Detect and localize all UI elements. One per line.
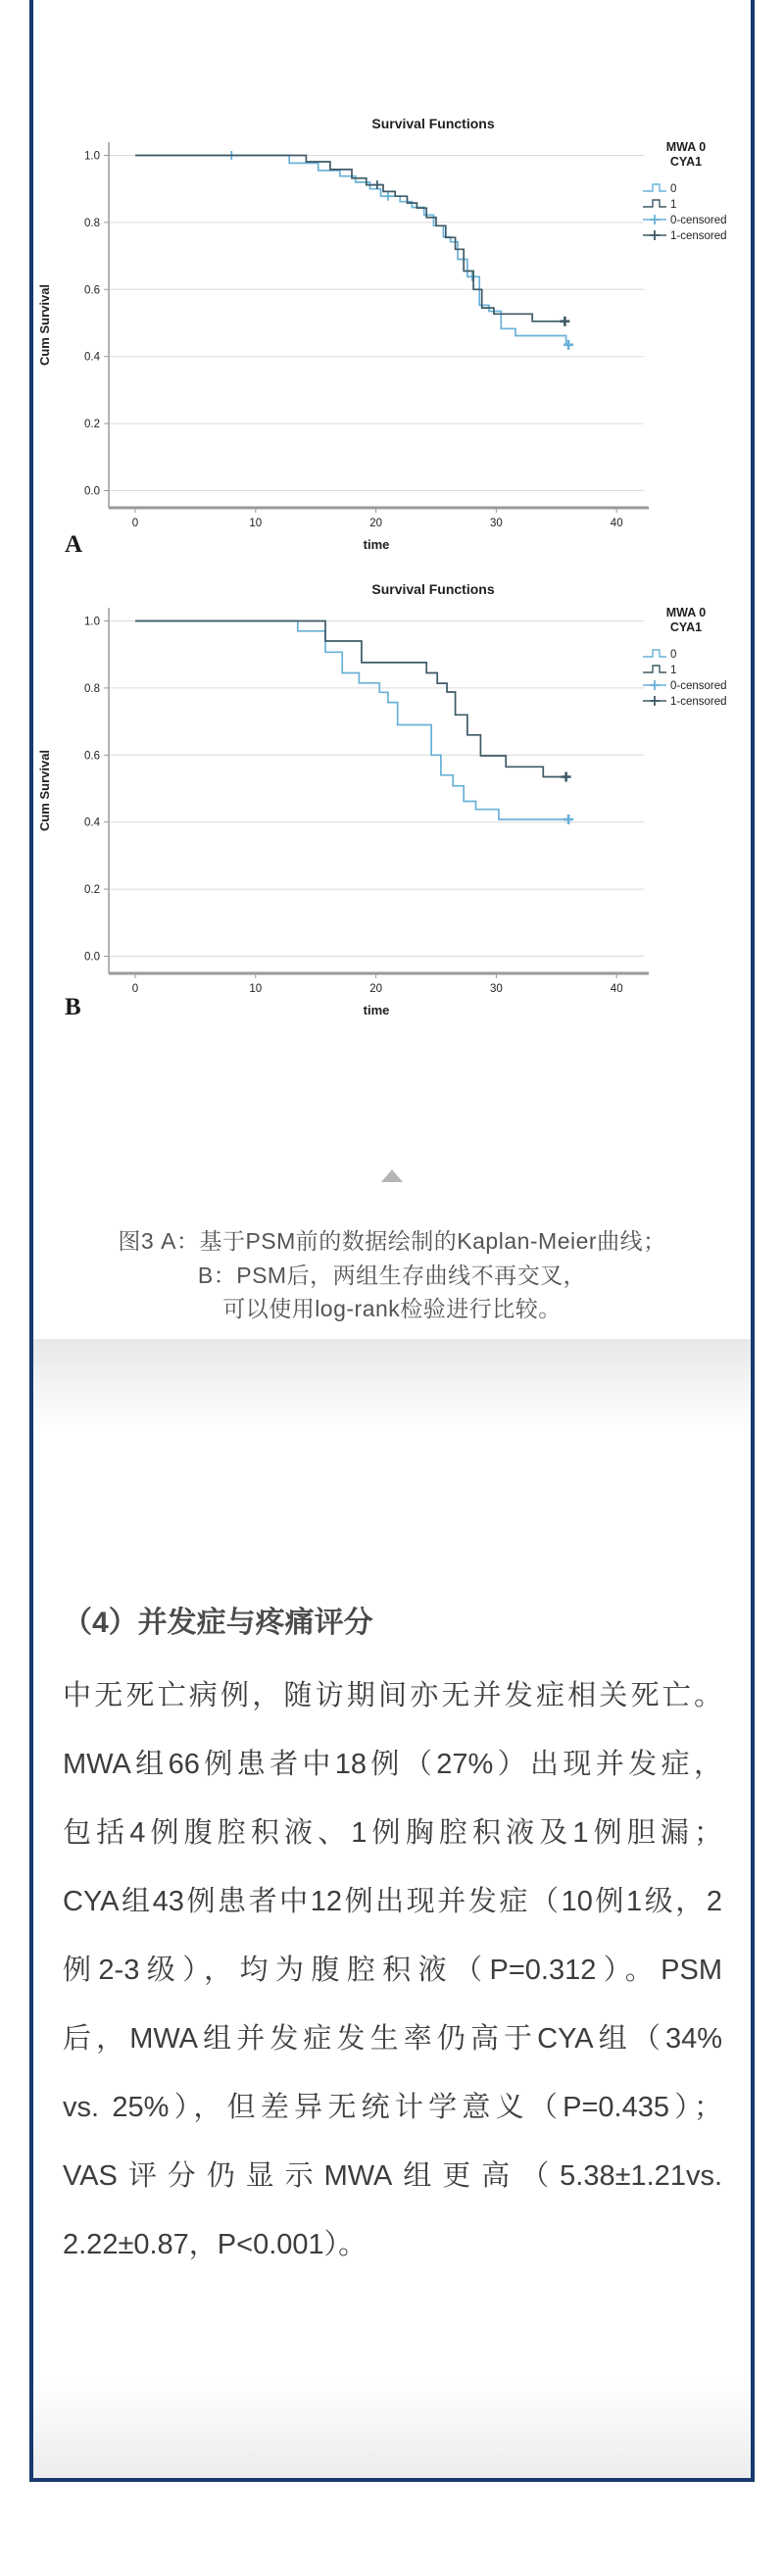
svg-text:Cum Survival: Cum Survival	[37, 283, 52, 367]
svg-text:0.6: 0.6	[84, 284, 100, 297]
figure-caption-line-3: 可以使用log-rank检验进行比较。	[222, 1296, 562, 1321]
svg-text:Survival Functions: Survival Functions	[371, 116, 495, 131]
svg-text:10: 10	[249, 983, 263, 995]
section-divider-gradient	[33, 1339, 751, 1431]
panel-label-b: B	[65, 994, 81, 1020]
body-paragraph	[63, 1661, 722, 2279]
svg-text:time: time	[363, 1003, 390, 1017]
paragraph-line: 后，MWA组并发症发生率仍高于CYA组（34%	[63, 2023, 722, 2055]
svg-text:0-censored: 0-censored	[670, 215, 727, 226]
paragraph-line: 2.22±0.87，P<0.001）。	[63, 2229, 368, 2260]
svg-text:20: 20	[369, 983, 382, 995]
panel-label-a: A	[65, 531, 83, 558]
svg-text:Cum Survival: Cum Survival	[37, 749, 52, 832]
paragraph-line: MWA组66例患者中18例（27%）出现并发症，	[63, 1749, 722, 1780]
svg-text:1.0: 1.0	[84, 150, 100, 163]
km-survival-chart-b	[33, 573, 751, 1024]
svg-text:30: 30	[490, 518, 503, 529]
svg-text:0: 0	[670, 183, 677, 195]
svg-text:40: 40	[610, 983, 623, 995]
svg-text:0.2: 0.2	[84, 419, 100, 431]
svg-text:10: 10	[249, 518, 263, 529]
figure-caption-line-2: B：PSM后，两组生存曲线不再交叉，	[197, 1262, 587, 1288]
svg-text:MWA 0: MWA 0	[665, 606, 707, 619]
figure-caption-line-1: 图3 A：基于PSM前的数据绘制的Kaplan-Meier曲线；	[118, 1228, 666, 1254]
svg-text:0.4: 0.4	[84, 817, 100, 829]
svg-text:0: 0	[670, 649, 677, 661]
svg-text:1-censored: 1-censored	[670, 696, 727, 708]
paragraph-line: VAS评分仍显示MWA组更高（5.38±1.21vs.	[63, 2160, 722, 2192]
svg-text:CYA1: CYA1	[669, 620, 703, 634]
svg-text:1: 1	[670, 199, 677, 211]
svg-text:time: time	[363, 537, 390, 552]
svg-text:1.0: 1.0	[84, 616, 100, 628]
collapse-triangle-icon[interactable]	[381, 1169, 403, 1182]
svg-text:0.0: 0.0	[84, 485, 100, 498]
svg-text:0.6: 0.6	[84, 750, 100, 763]
paragraph-line: vs. 25%），但差异无统计学意义（P=0.435）；	[63, 2092, 722, 2123]
figure-caption	[39, 1224, 745, 1326]
svg-text:40: 40	[610, 518, 623, 529]
svg-text:30: 30	[490, 983, 503, 995]
svg-text:0.4: 0.4	[84, 351, 100, 364]
svg-text:0.8: 0.8	[84, 217, 100, 229]
paragraph-line: CYA组43例患者中12例出现并发症（10例1级，2	[63, 1886, 722, 1917]
svg-text:0-censored: 0-censored	[670, 680, 727, 692]
svg-text:Survival Functions: Survival Functions	[371, 581, 495, 597]
svg-text:MWA 0: MWA 0	[665, 140, 707, 154]
svg-text:CYA1: CYA1	[669, 155, 703, 169]
svg-text:0: 0	[131, 983, 139, 995]
paragraph-line: 中无死亡病例，随访期间亦无并发症相关死亡。	[63, 1680, 722, 1711]
svg-text:0.2: 0.2	[84, 884, 100, 897]
svg-text:0.0: 0.0	[84, 951, 100, 964]
svg-text:0.8: 0.8	[84, 682, 100, 695]
svg-text:1: 1	[670, 665, 677, 676]
svg-text:1-censored: 1-censored	[670, 230, 727, 242]
section-heading: （4）并发症与疼痛评分	[63, 1607, 373, 1639]
svg-text:0: 0	[131, 518, 139, 529]
card-bottom-gradient	[33, 2380, 751, 2478]
svg-text:20: 20	[369, 518, 382, 529]
km-survival-chart-a	[33, 108, 751, 559]
paragraph-line: 包括4例腹腔积液、1例胸腔积液及1例胆漏；	[63, 1817, 722, 1849]
paragraph-line: 例2-3级），均为腹腔积液（P=0.312）。PSM	[63, 1955, 722, 1986]
